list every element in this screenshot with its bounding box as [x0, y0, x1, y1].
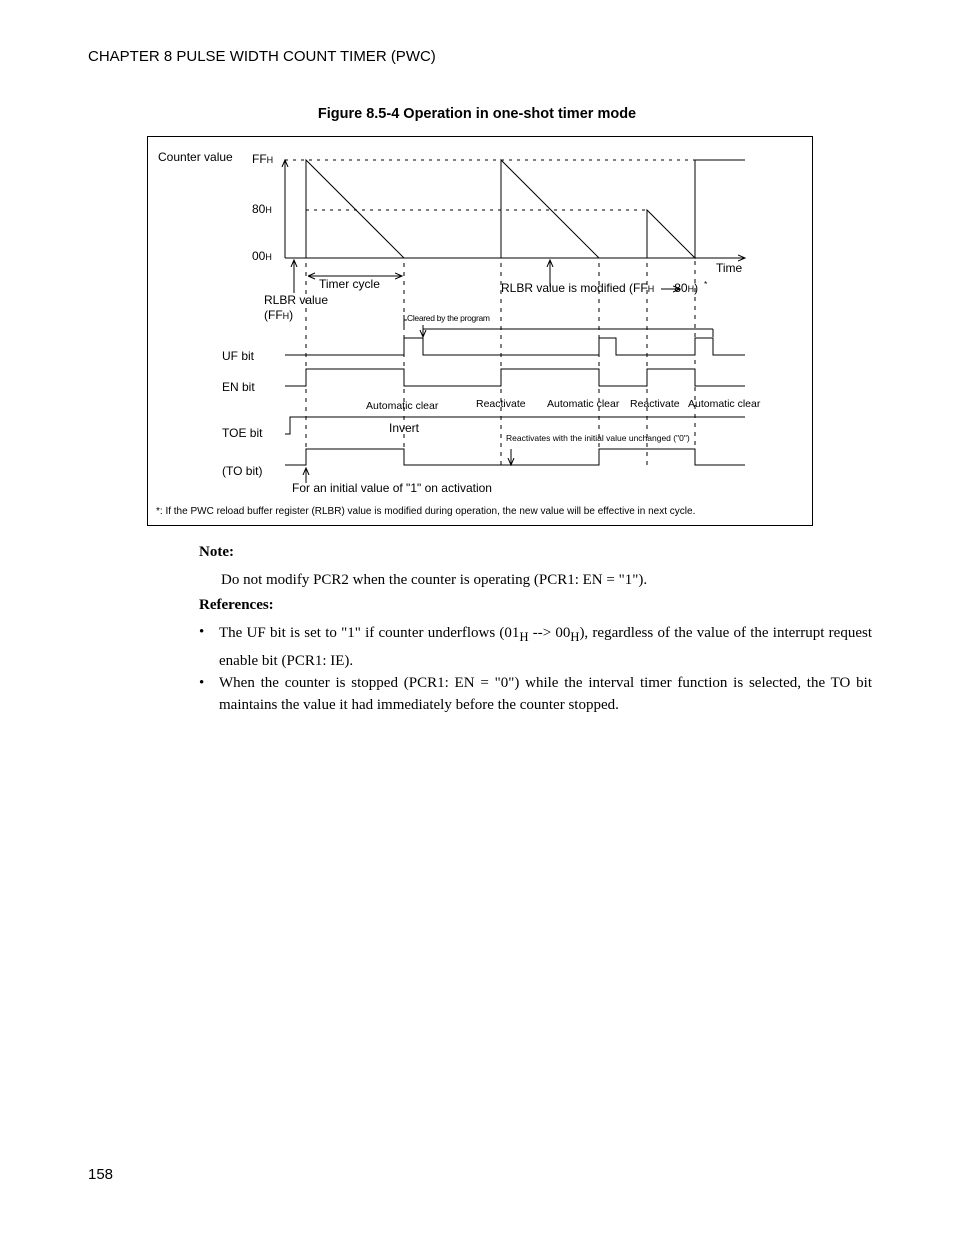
automatic-clear-label-3: Automatic clear	[688, 398, 761, 410]
bullet-marker: •	[199, 624, 205, 640]
cleared-by-program-label: Cleared by the program	[407, 313, 490, 323]
bullet-marker: •	[199, 675, 205, 691]
toe-bit-label: TOE bit	[222, 426, 263, 440]
reactivate-label-1: Reactivate	[476, 398, 526, 410]
rlbr-value-label: RLBR value	[264, 293, 329, 307]
timer-cycle-label: Timer cycle	[319, 277, 380, 291]
rlbr-modified-label: RLBR value is modified (FFH 80H)	[501, 281, 699, 295]
reactivate-label-2: Reactivate	[630, 398, 680, 410]
to-bit-waveform	[285, 449, 745, 465]
initial-value-label: For an initial value of "1" on activation	[292, 481, 492, 495]
uf-bit-waveform	[285, 338, 745, 355]
timing-diagram	[147, 136, 813, 526]
80-level-label: 80H	[252, 202, 272, 216]
note-text: Do not modify PCR2 when the counter is operating (PCR1: EN = "1").	[221, 572, 648, 588]
en-bit-waveform	[285, 369, 745, 386]
reference-item-1: The UF bit is set to "1" if counter underflows ($01_H$ --> $00_H$), regardless of the value of the interrupt request enable bit (PCR1: IE).	[219, 625, 872, 669]
references-heading: References:	[199, 597, 274, 613]
reactivates-unchanged-label: Reactivates with the initial value unchanged ("0")	[506, 433, 690, 443]
page-number: 158	[88, 1166, 114, 1183]
en-bit-label: EN bit	[222, 380, 255, 394]
footnote-marker: *	[704, 279, 708, 289]
reference-item-2: When the counter is stopped (PCR1: EN = "0") while the interval timer function is selected, the TO bit maintains the value it had immediately before the counter stopped.	[219, 675, 872, 713]
automatic-clear-label-1: Automatic clear	[366, 400, 439, 412]
figure-title: Figure 8.5-4 Operation in one-shot timer mode	[317, 106, 637, 122]
counter-waveform	[306, 160, 745, 258]
rlbr-ff-label: (FFH)	[264, 308, 294, 322]
uf-bit-label: UF bit	[222, 349, 255, 363]
chapter-header: CHAPTER 8 PULSE WIDTH COUNT TIMER (PWC)	[88, 48, 436, 65]
counter-value-label: Counter value	[158, 150, 233, 164]
note-heading: Note:	[199, 544, 234, 560]
figure-footnote: *: If the PWC reload buffer register (RLBR) value is modified during operation, the new value will be effective in next cycle.	[156, 506, 696, 517]
time-axis-label: Time	[716, 261, 743, 275]
invert-label: Invert	[389, 421, 420, 435]
00-level-label: 00H	[252, 249, 272, 263]
to-bit-label: (TO bit)	[222, 464, 263, 478]
automatic-clear-label-2: Automatic clear	[547, 398, 620, 410]
ff-level-label: FFH	[252, 152, 274, 166]
